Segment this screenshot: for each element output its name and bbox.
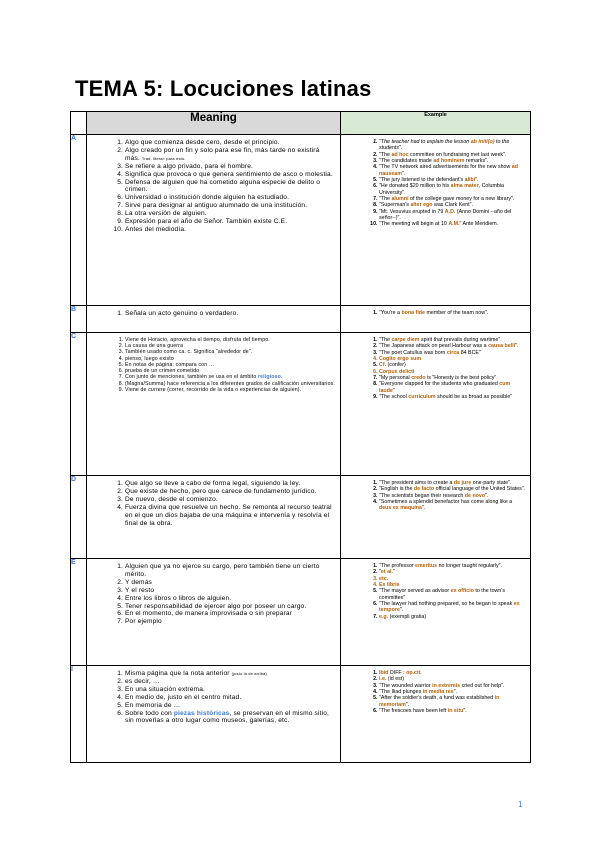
list-item: 6. En el momento, de manera improvisada o sin preparar [125, 610, 336, 618]
list-item: 1. Señala un acto genuino o verdadero. [125, 310, 336, 318]
section-letter: A [71, 135, 87, 306]
list-item: 1. "The professor emeritus no longer taught regularly". [379, 563, 526, 569]
list-item: 1. "The president aims to create a de jure one-party state". [379, 480, 526, 486]
table-header-row [71, 112, 531, 135]
list-item: 4. "The TV network aired advertisements for the new show ad nauseam". [379, 164, 526, 177]
list-item: 8. "Superman's alter ego was Clark Kent". [379, 202, 526, 208]
section-letter: C [71, 333, 87, 476]
list-item: 5. Defensa de alguien que ha cometido alguna especie de delito o crimen. [125, 179, 336, 195]
list-item: 7. Con junto de menciones, también se usa en el ámbito religioso. [125, 374, 336, 380]
example-list [341, 306, 530, 320]
list-item: 7. Por ejemplo [125, 618, 336, 626]
list-item: 4. Ex libris [379, 582, 526, 588]
meaning-cell [87, 306, 341, 333]
list-item: 1. Algo que comienza desde cero, desde el principio. [125, 139, 336, 147]
list-item: 8. (Magna/Summa) hace referencia a los diferentes grados de calificación universitarios. [125, 381, 336, 387]
list-item: 3. Se refiere a algo privado, para el hombre. [125, 163, 336, 171]
list-item: 9. "Mt. Vesuvius erupted in 79 A.D. (Anno Domini --año del señor--)". [379, 209, 526, 222]
list-item: 3. etc. [379, 576, 526, 582]
table-row [71, 559, 531, 666]
list-item: 4. Fuerza divina que resuelve un hecho. Se remonta al recurso teatral en el que un dios bajaba de una máquina e intervenía y resolvía el final de la obra. [125, 504, 336, 528]
meaning-list [87, 666, 340, 729]
meaning-cell [87, 135, 341, 306]
header-blank-cell [71, 112, 87, 135]
list-item: 6. "The frescoes have been left in situ". [379, 708, 526, 714]
list-item: 6. Sobre todo con piezas históricas, se preservan en el mismo sitio, sin moverlas a otro lugar como museos, galerías, etc. [125, 710, 336, 726]
latin-phrases-table [70, 111, 531, 763]
list-item: 3. Y el resto [125, 587, 336, 595]
header-example: Example [341, 112, 531, 135]
list-item: 10. Antes del mediodía. [125, 226, 336, 234]
example-list [341, 476, 530, 516]
meaning-list [87, 559, 340, 630]
list-item: 6. prueba de un crimen cometido [125, 368, 336, 374]
list-item: 5. Cf. (confer) [379, 362, 526, 368]
list-item: 2. "The ad hoc committee on fundraising met last week". [379, 152, 526, 158]
list-item: 3. "The poet Catullus was born circa 84 BCE" [379, 350, 526, 356]
list-item: 1. Viene de Horacio, aprovecha el tiempo, disfruta del tiempo. [125, 337, 336, 343]
list-item: 3. "The wounded warrior in extremis cried out for help". [379, 683, 526, 689]
list-item: 3. En una situación extrema. [125, 686, 336, 694]
example-list [341, 333, 530, 404]
list-item: 1. "You're a bona fide member of the team now". [379, 310, 526, 316]
list-item: 4. En medio de, justo en el centro mitad. [125, 694, 336, 702]
example-list [341, 559, 530, 624]
list-item: 7. e.g. (exempli gratia) [379, 614, 526, 620]
list-item: 6. "He donated $20 million to his alma mater, Columbia University". [379, 183, 526, 196]
list-item: 5. Tener responsabilidad de ejercer algo por poseer un cargo. [125, 603, 336, 611]
meaning-cell [87, 333, 341, 476]
example-cell [341, 666, 531, 763]
meaning-cell [87, 559, 341, 666]
example-cell [341, 135, 531, 306]
list-item: 2. "The Japanese attack on pearl Harbour was a causa belli". [379, 343, 526, 349]
meaning-list [87, 333, 340, 397]
section-letter: I [71, 666, 87, 763]
list-item: 6. "The lawyer had nothing prepared, so he began to speak ex tempore". [379, 601, 526, 614]
table-row [71, 333, 531, 476]
list-item: 2. La causa de una guerra [125, 343, 336, 349]
meaning-list [87, 476, 340, 531]
table-row [71, 476, 531, 559]
list-item: 8. La otra versión de alguien. [125, 210, 336, 218]
example-cell [341, 476, 531, 559]
example-cell [341, 333, 531, 476]
list-item: 3. También usado como ca. c. Significa “alrededor de”. [125, 349, 336, 355]
list-item: 7. "My personal credo is "Honesty is the best policy" [379, 375, 526, 381]
meaning-list [87, 306, 340, 322]
list-item: 1. "The teacher had to explain the lesson ab initi(o) to the students". [379, 139, 526, 152]
list-item: 5. "The mayor served as advisor ex officio to the town's committee" [379, 588, 526, 601]
list-item: 9. "The school curriculum should be as broad as possible" [379, 394, 526, 400]
list-item: 2. "et al." [379, 569, 526, 575]
table-row [71, 135, 531, 306]
list-item: 1. Ibid DIFF : op.cit. [379, 670, 526, 676]
list-item: 2. Que existe de hecho, pero que carece de fundamento jurídico. [125, 488, 336, 496]
page-number: 1 [518, 800, 523, 809]
list-item: 2. "English is the de facto official language of the United States". [379, 486, 526, 492]
section-letter: D [71, 476, 87, 559]
list-item: 10. "The meeting will begin at 10 A.M." Ante Meridiem. [379, 221, 526, 227]
section-letter: E [71, 559, 87, 666]
list-item: 7. "The alumni of the college gave money for a new library". [379, 196, 526, 202]
list-item: 1. Que algo se lleve a cabo de forma legal, siguiendo la ley. [125, 480, 336, 488]
list-item: 2. Algo creado por un fin y solo para ese fin, más tarde no existirá más. Trad. literal: para esto. [125, 147, 336, 163]
table-row [71, 666, 531, 763]
list-item: 2. es decir, … [125, 678, 336, 686]
list-item: 1. Alguien que ya no ejerce su cargo, pero también tiene un cierto mérito. [125, 563, 336, 579]
example-list [341, 135, 530, 232]
list-item: 8. "Everyone clapped for the students who graduated cum laude" [379, 381, 526, 394]
example-cell [341, 306, 531, 333]
header-meaning: Meaning [87, 112, 341, 135]
list-item: 4. Significa que provoca o que genera sentimiento de asco o molestia. [125, 171, 336, 179]
list-item: 5. "After the soldier's death, a fund was established in memoriam". [379, 695, 526, 708]
example-cell [341, 559, 531, 666]
meaning-list [87, 135, 340, 238]
table-row [71, 306, 531, 333]
list-item: 3. "The scientists began their research de novo". [379, 493, 526, 499]
list-item: 4. "The Iliad plunges in media res". [379, 689, 526, 695]
list-item: 5. "The jury listened to the defendant's alibi". [379, 177, 526, 183]
section-letter: B [71, 306, 87, 333]
list-item: 3. De nuevo, desde el comienzo. [125, 496, 336, 504]
list-item: 1. Misma página que la nota anterior (justo la de arriba). [125, 670, 336, 678]
meaning-cell [87, 666, 341, 763]
list-item: 4. pienso, luego existo [125, 356, 336, 362]
list-item: 3. "The candidates made ad hominem remarks". [379, 158, 526, 164]
list-item: 4. Cogito ergo sum [379, 356, 526, 362]
list-item: 5. En notas de página: compara con … [125, 362, 336, 368]
list-item: 6. Universidad o institución donde alguien ha estudiado. [125, 194, 336, 202]
page-title: TEMA 5: Locuciones latinas [75, 76, 372, 101]
list-item: 4. Entre los libros o libros de alguien. [125, 595, 336, 603]
list-item: 9. Viene de currere (correr, recorrido de la vida o experiencias de alguien). [125, 387, 336, 393]
list-item: 1. "The carpe diem spirit that prevails during wartime". [379, 337, 526, 343]
list-item: 5. En memoria de … [125, 702, 336, 710]
list-item: 4. "Sometimes a splendid benefactor has come along like a deus ex maquina". [379, 499, 526, 512]
list-item: 7. Sirve para designar al antiguo alumnado de una institución. [125, 202, 336, 210]
meaning-cell [87, 476, 341, 559]
list-item: 2. i.e. (id est) [379, 676, 526, 682]
list-item: 9. Expresión para el año de Señor. También existe C.E. [125, 218, 336, 226]
list-item: 2. Y demás [125, 579, 336, 587]
example-list [341, 666, 530, 718]
list-item: 6. Corpus delicti [379, 369, 526, 375]
